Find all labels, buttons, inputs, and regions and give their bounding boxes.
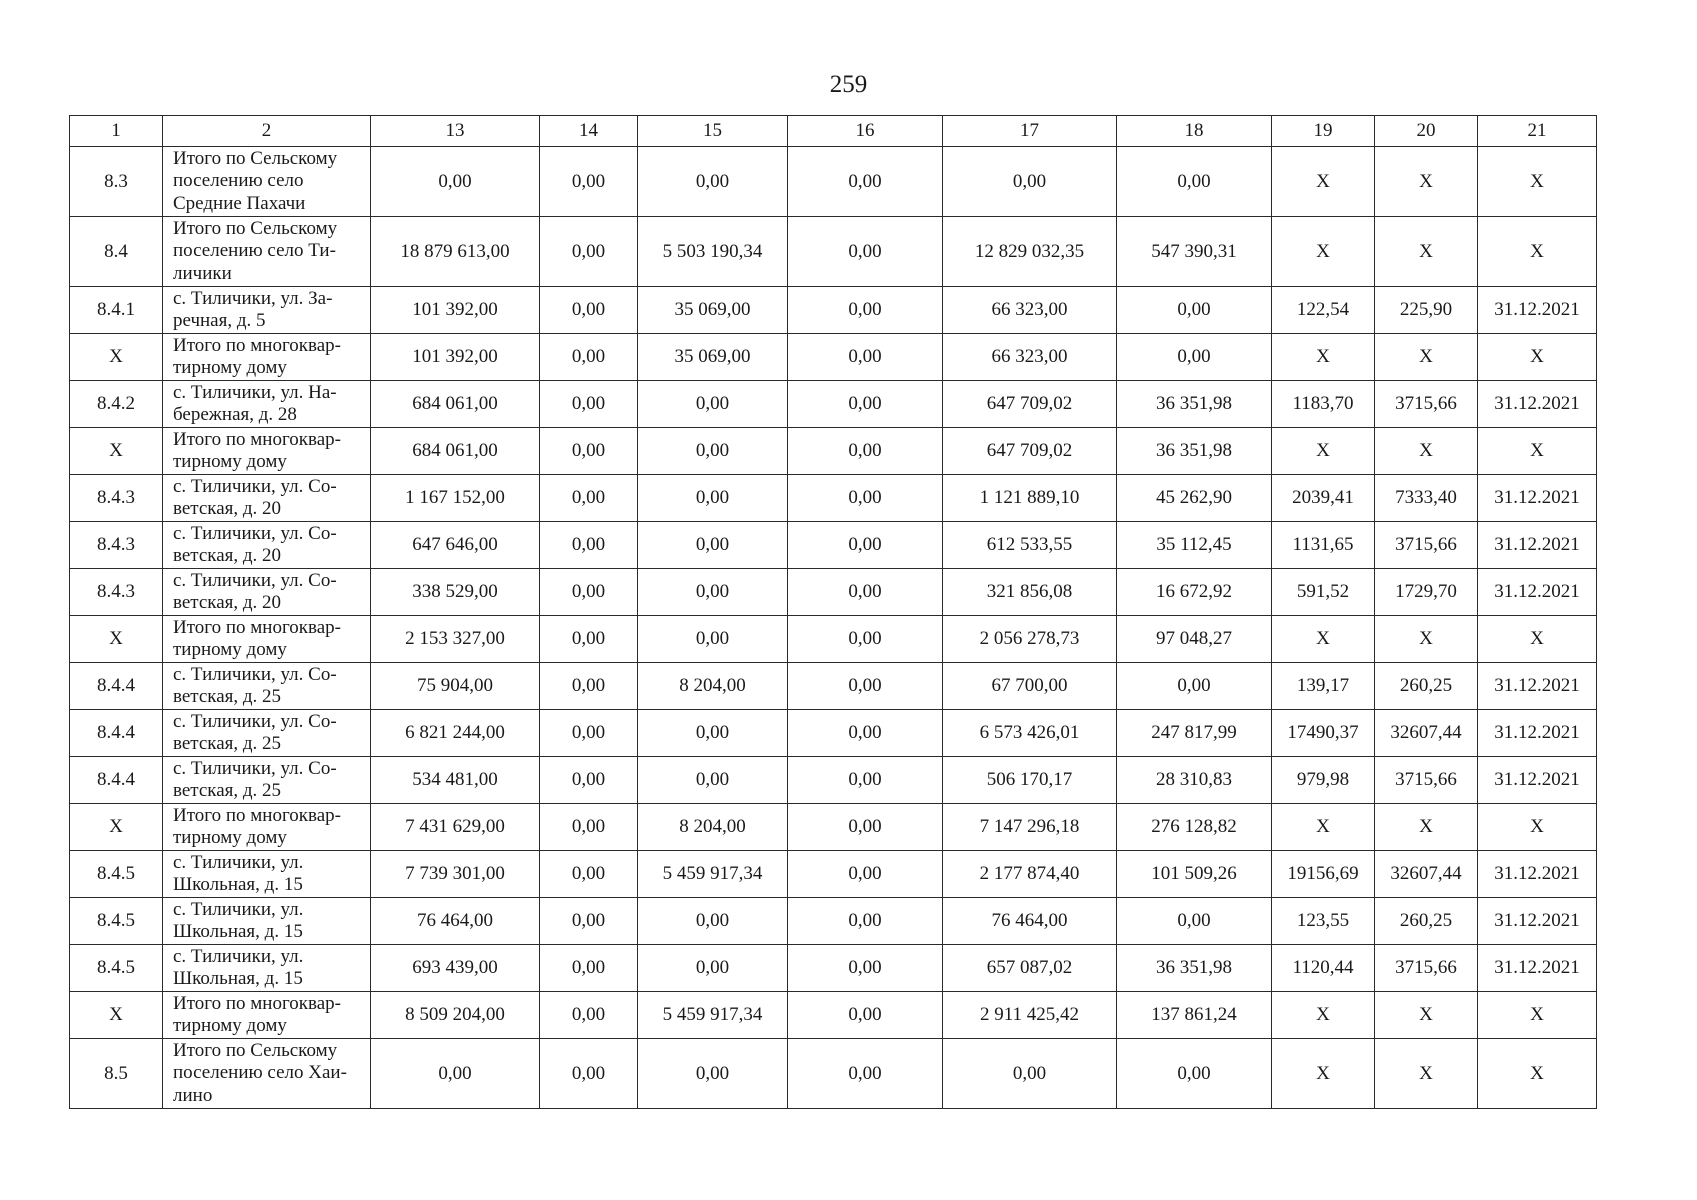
row-number-cell: X [70, 334, 163, 381]
col-18-cell: 0,00 [1117, 663, 1272, 710]
col-15-cell: 8 204,00 [638, 804, 788, 851]
object-name-cell: с. Тиличики, ул. Школьная, д. 15 [163, 851, 371, 898]
col-21-cell: X [1478, 217, 1597, 287]
col-15-cell: 5 459 917,34 [638, 851, 788, 898]
col-19-cell: 1131,65 [1272, 522, 1375, 569]
object-name-cell: Итого по Сельскому поселению село Средние Пахачи [163, 147, 371, 217]
col-17-cell: 2 056 278,73 [943, 616, 1117, 663]
col-13-cell: 7 431 629,00 [371, 804, 540, 851]
object-name-cell: с. Тиличики, ул. Со-ветская, д. 20 [163, 522, 371, 569]
table-row [70, 475, 1597, 522]
col-16-cell: 0,00 [788, 804, 943, 851]
col-13-cell: 0,00 [371, 1039, 540, 1109]
col-18-cell: 28 310,83 [1117, 757, 1272, 804]
col-21-cell: 31.12.2021 [1478, 381, 1597, 428]
col-18-cell: 16 672,92 [1117, 569, 1272, 616]
col-15-cell: 8 204,00 [638, 663, 788, 710]
col-14-cell: 0,00 [540, 569, 638, 616]
object-name-cell: с. Тиличики, ул. Со-ветская, д. 20 [163, 475, 371, 522]
col-19-cell: 17490,37 [1272, 710, 1375, 757]
table-row [70, 1039, 1597, 1109]
col-21-cell: 31.12.2021 [1478, 475, 1597, 522]
col-18-cell: 36 351,98 [1117, 381, 1272, 428]
col-16-cell: 0,00 [788, 945, 943, 992]
col-20-cell: X [1375, 217, 1478, 287]
col-14-cell: 0,00 [540, 1039, 638, 1109]
col-16-cell: 0,00 [788, 428, 943, 475]
col-21-cell: X [1478, 992, 1597, 1039]
col-20-cell: X [1375, 428, 1478, 475]
table-row [70, 334, 1597, 381]
col-13-cell: 101 392,00 [371, 287, 540, 334]
col-13-cell: 1 167 152,00 [371, 475, 540, 522]
col-21-cell: 31.12.2021 [1478, 898, 1597, 945]
col-18-cell: 0,00 [1117, 1039, 1272, 1109]
col-19-cell: 123,55 [1272, 898, 1375, 945]
col-21-cell: 31.12.2021 [1478, 287, 1597, 334]
table-row [70, 428, 1597, 475]
table-row [70, 287, 1597, 334]
row-number-cell: 8.3 [70, 147, 163, 217]
col-17-cell: 321 856,08 [943, 569, 1117, 616]
col-17-cell: 67 700,00 [943, 663, 1117, 710]
col-14-cell: 0,00 [540, 287, 638, 334]
col-19-cell: 1120,44 [1272, 945, 1375, 992]
col-14-cell: 0,00 [540, 334, 638, 381]
col-20-cell: 32607,44 [1375, 710, 1478, 757]
col-18-cell: 45 262,90 [1117, 475, 1272, 522]
object-name-cell: Итого по Сельскому поселению село Ти-личики [163, 217, 371, 287]
table-row [70, 522, 1597, 569]
col-17-cell: 7 147 296,18 [943, 804, 1117, 851]
col-13-cell: 338 529,00 [371, 569, 540, 616]
col-15-cell: 35 069,00 [638, 287, 788, 334]
col-16-cell: 0,00 [788, 851, 943, 898]
col-21-cell: X [1478, 1039, 1597, 1109]
row-number-cell: X [70, 428, 163, 475]
row-number-cell: 8.4.4 [70, 710, 163, 757]
col-18-cell: 137 861,24 [1117, 992, 1272, 1039]
col-15-cell: 0,00 [638, 757, 788, 804]
col-19-cell: X [1272, 1039, 1375, 1109]
col-20-cell: 3715,66 [1375, 945, 1478, 992]
col-21-cell: X [1478, 616, 1597, 663]
col-16-cell: 0,00 [788, 522, 943, 569]
col-13-cell: 76 464,00 [371, 898, 540, 945]
col-16-cell: 0,00 [788, 147, 943, 217]
col-17-cell: 657 087,02 [943, 945, 1117, 992]
col-16-cell: 0,00 [788, 217, 943, 287]
col-19-cell: 139,17 [1272, 663, 1375, 710]
col-16-cell: 0,00 [788, 287, 943, 334]
col-21-cell: X [1478, 428, 1597, 475]
column-header-21: 21 [1478, 116, 1597, 147]
col-14-cell: 0,00 [540, 945, 638, 992]
col-20-cell: X [1375, 804, 1478, 851]
col-13-cell: 101 392,00 [371, 334, 540, 381]
col-13-cell: 18 879 613,00 [371, 217, 540, 287]
col-17-cell: 1 121 889,10 [943, 475, 1117, 522]
column-header-15: 15 [638, 116, 788, 147]
table-row [70, 757, 1597, 804]
col-13-cell: 693 439,00 [371, 945, 540, 992]
col-16-cell: 0,00 [788, 334, 943, 381]
col-20-cell: 1729,70 [1375, 569, 1478, 616]
col-14-cell: 0,00 [540, 381, 638, 428]
column-header-19: 19 [1272, 116, 1375, 147]
row-number-cell: 8.4.1 [70, 287, 163, 334]
object-name-cell: с. Тиличики, ул. Со-ветская, д. 25 [163, 710, 371, 757]
col-18-cell: 247 817,99 [1117, 710, 1272, 757]
col-14-cell: 0,00 [540, 804, 638, 851]
col-17-cell: 0,00 [943, 147, 1117, 217]
col-14-cell: 0,00 [540, 475, 638, 522]
row-number-cell: 8.4.2 [70, 381, 163, 428]
column-header-2: 2 [163, 116, 371, 147]
object-name-cell: с. Тиличики, ул. Со-ветская, д. 25 [163, 663, 371, 710]
col-21-cell: X [1478, 804, 1597, 851]
row-number-cell: 8.4.3 [70, 569, 163, 616]
col-15-cell: 5 503 190,34 [638, 217, 788, 287]
col-21-cell: 31.12.2021 [1478, 851, 1597, 898]
row-number-cell: 8.4.3 [70, 522, 163, 569]
row-number-cell: 8.4.5 [70, 945, 163, 992]
col-21-cell: 31.12.2021 [1478, 945, 1597, 992]
col-18-cell: 36 351,98 [1117, 428, 1272, 475]
col-19-cell: X [1272, 334, 1375, 381]
col-18-cell: 97 048,27 [1117, 616, 1272, 663]
col-13-cell: 684 061,00 [371, 428, 540, 475]
col-14-cell: 0,00 [540, 147, 638, 217]
col-15-cell: 0,00 [638, 569, 788, 616]
col-15-cell: 5 459 917,34 [638, 992, 788, 1039]
column-header-17: 17 [943, 116, 1117, 147]
col-17-cell: 2 911 425,42 [943, 992, 1117, 1039]
col-20-cell: X [1375, 147, 1478, 217]
col-13-cell: 0,00 [371, 147, 540, 217]
object-name-cell: с. Тиличики, ул. За-речная, д. 5 [163, 287, 371, 334]
col-18-cell: 36 351,98 [1117, 945, 1272, 992]
table-row [70, 804, 1597, 851]
col-17-cell: 76 464,00 [943, 898, 1117, 945]
col-20-cell: 3715,66 [1375, 522, 1478, 569]
col-19-cell: 1183,70 [1272, 381, 1375, 428]
column-header-18: 18 [1117, 116, 1272, 147]
row-number-cell: 8.4.4 [70, 663, 163, 710]
col-16-cell: 0,00 [788, 992, 943, 1039]
col-13-cell: 8 509 204,00 [371, 992, 540, 1039]
col-19-cell: 2039,41 [1272, 475, 1375, 522]
col-15-cell: 0,00 [638, 710, 788, 757]
col-13-cell: 75 904,00 [371, 663, 540, 710]
col-18-cell: 101 509,26 [1117, 851, 1272, 898]
row-number-cell: X [70, 992, 163, 1039]
table-row [70, 898, 1597, 945]
col-18-cell: 0,00 [1117, 898, 1272, 945]
col-16-cell: 0,00 [788, 898, 943, 945]
col-18-cell: 0,00 [1117, 147, 1272, 217]
col-14-cell: 0,00 [540, 992, 638, 1039]
col-15-cell: 0,00 [638, 616, 788, 663]
page-number: 259 [829, 71, 868, 98]
col-19-cell: X [1272, 804, 1375, 851]
row-number-cell: X [70, 804, 163, 851]
object-name-cell: Итого по многоквар-тирному дому [163, 992, 371, 1039]
table-row [70, 217, 1597, 287]
col-20-cell: 7333,40 [1375, 475, 1478, 522]
col-18-cell: 0,00 [1117, 334, 1272, 381]
object-name-cell: с. Тиличики, ул. На-бережная, д. 28 [163, 381, 371, 428]
table-body [70, 147, 1597, 1109]
table-row [70, 381, 1597, 428]
row-number-cell: 8.4.5 [70, 898, 163, 945]
col-19-cell: 122,54 [1272, 287, 1375, 334]
object-name-cell: Итого по Сельскому поселению село Хаи-лино [163, 1039, 371, 1109]
row-number-cell: 8.4 [70, 217, 163, 287]
header-row [70, 116, 1597, 147]
row-number-cell: 8.4.3 [70, 475, 163, 522]
col-16-cell: 0,00 [788, 616, 943, 663]
col-15-cell: 0,00 [638, 1039, 788, 1109]
col-20-cell: X [1375, 334, 1478, 381]
col-17-cell: 506 170,17 [943, 757, 1117, 804]
col-15-cell: 0,00 [638, 428, 788, 475]
col-17-cell: 12 829 032,35 [943, 217, 1117, 287]
col-16-cell: 0,00 [788, 710, 943, 757]
col-13-cell: 684 061,00 [371, 381, 540, 428]
column-header-13: 13 [371, 116, 540, 147]
col-19-cell: X [1272, 992, 1375, 1039]
col-14-cell: 0,00 [540, 616, 638, 663]
col-21-cell: 31.12.2021 [1478, 522, 1597, 569]
col-16-cell: 0,00 [788, 569, 943, 616]
col-17-cell: 647 709,02 [943, 428, 1117, 475]
col-21-cell: 31.12.2021 [1478, 663, 1597, 710]
object-name-cell: с. Тиличики, ул. Со-ветская, д. 20 [163, 569, 371, 616]
table-row [70, 851, 1597, 898]
col-21-cell: 31.12.2021 [1478, 710, 1597, 757]
col-14-cell: 0,00 [540, 663, 638, 710]
col-15-cell: 35 069,00 [638, 334, 788, 381]
col-20-cell: 260,25 [1375, 663, 1478, 710]
col-14-cell: 0,00 [540, 757, 638, 804]
col-19-cell: X [1272, 428, 1375, 475]
col-17-cell: 0,00 [943, 1039, 1117, 1109]
col-16-cell: 0,00 [788, 1039, 943, 1109]
col-16-cell: 0,00 [788, 757, 943, 804]
col-14-cell: 0,00 [540, 851, 638, 898]
col-17-cell: 647 709,02 [943, 381, 1117, 428]
row-number-cell: 8.4.4 [70, 757, 163, 804]
column-header-14: 14 [540, 116, 638, 147]
col-15-cell: 0,00 [638, 475, 788, 522]
object-name-cell: Итого по многоквар-тирному дому [163, 616, 371, 663]
col-18-cell: 547 390,31 [1117, 217, 1272, 287]
col-19-cell: 19156,69 [1272, 851, 1375, 898]
col-19-cell: 591,52 [1272, 569, 1375, 616]
col-18-cell: 276 128,82 [1117, 804, 1272, 851]
col-20-cell: X [1375, 1039, 1478, 1109]
column-header-16: 16 [788, 116, 943, 147]
col-20-cell: 32607,44 [1375, 851, 1478, 898]
col-14-cell: 0,00 [540, 217, 638, 287]
table-row [70, 147, 1597, 217]
col-15-cell: 0,00 [638, 522, 788, 569]
table-row [70, 710, 1597, 757]
col-13-cell: 7 739 301,00 [371, 851, 540, 898]
col-20-cell: 260,25 [1375, 898, 1478, 945]
col-17-cell: 612 533,55 [943, 522, 1117, 569]
col-20-cell: X [1375, 992, 1478, 1039]
row-number-cell: X [70, 616, 163, 663]
col-14-cell: 0,00 [540, 522, 638, 569]
col-16-cell: 0,00 [788, 663, 943, 710]
object-name-cell: Итого по многоквар-тирному дому [163, 334, 371, 381]
col-14-cell: 0,00 [540, 710, 638, 757]
col-21-cell: X [1478, 147, 1597, 217]
col-16-cell: 0,00 [788, 381, 943, 428]
col-13-cell: 534 481,00 [371, 757, 540, 804]
data-table [69, 115, 1597, 1109]
col-14-cell: 0,00 [540, 428, 638, 475]
object-name-cell: Итого по многоквар-тирному дому [163, 428, 371, 475]
col-20-cell: 225,90 [1375, 287, 1478, 334]
col-18-cell: 0,00 [1117, 287, 1272, 334]
table-row [70, 992, 1597, 1039]
table-row [70, 663, 1597, 710]
object-name-cell: с. Тиличики, ул. Школьная, д. 15 [163, 945, 371, 992]
col-15-cell: 0,00 [638, 381, 788, 428]
col-17-cell: 66 323,00 [943, 334, 1117, 381]
col-15-cell: 0,00 [638, 898, 788, 945]
column-header-1: 1 [70, 116, 163, 147]
col-13-cell: 2 153 327,00 [371, 616, 540, 663]
col-14-cell: 0,00 [540, 898, 638, 945]
col-13-cell: 647 646,00 [371, 522, 540, 569]
table-row [70, 616, 1597, 663]
col-17-cell: 66 323,00 [943, 287, 1117, 334]
row-number-cell: 8.5 [70, 1039, 163, 1109]
object-name-cell: с. Тиличики, ул. Со-ветская, д. 25 [163, 757, 371, 804]
column-header-20: 20 [1375, 116, 1478, 147]
col-19-cell: X [1272, 147, 1375, 217]
col-19-cell: 979,98 [1272, 757, 1375, 804]
table-row [70, 569, 1597, 616]
col-15-cell: 0,00 [638, 945, 788, 992]
col-19-cell: X [1272, 217, 1375, 287]
col-21-cell: 31.12.2021 [1478, 569, 1597, 616]
object-name-cell: с. Тиличики, ул. Школьная, д. 15 [163, 898, 371, 945]
col-17-cell: 2 177 874,40 [943, 851, 1117, 898]
col-18-cell: 35 112,45 [1117, 522, 1272, 569]
table-row [70, 945, 1597, 992]
col-13-cell: 6 821 244,00 [371, 710, 540, 757]
col-15-cell: 0,00 [638, 147, 788, 217]
col-19-cell: X [1272, 616, 1375, 663]
col-16-cell: 0,00 [788, 475, 943, 522]
col-21-cell: X [1478, 334, 1597, 381]
col-20-cell: 3715,66 [1375, 757, 1478, 804]
col-21-cell: 31.12.2021 [1478, 757, 1597, 804]
object-name-cell: Итого по многоквар-тирному дому [163, 804, 371, 851]
col-20-cell: X [1375, 616, 1478, 663]
row-number-cell: 8.4.5 [70, 851, 163, 898]
col-20-cell: 3715,66 [1375, 381, 1478, 428]
col-17-cell: 6 573 426,01 [943, 710, 1117, 757]
